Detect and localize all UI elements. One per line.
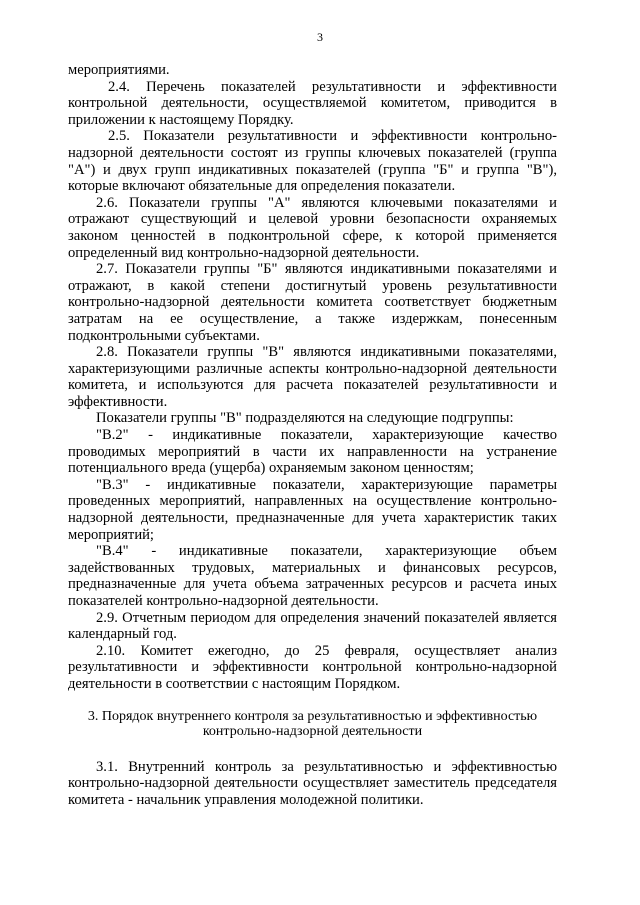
section-3-heading xyxy=(68,709,557,739)
section-3-heading-line1: 3. Порядок внутреннего контроля за результативностью и эффективностью xyxy=(87,708,538,724)
document-body xyxy=(68,62,557,808)
paragraph-2-5: 2.5. Показатели результативности и эффективности контрольно-надзорной деятельности состоят из группы ключевых показателей (группа "А") и двух групп индикативных показателей (группа "Б" и группа "В"), которые включают обязательные для определения показатели. xyxy=(68,128,557,195)
paragraph-2-8: 2.8. Показатели группы "В" являются индикативными показателями, характеризующими различные аспекты контрольно-надзорной деятельности комитета, и используются для расчета показателей результативности и эффективности. xyxy=(68,344,557,410)
paragraph-subgroup-v3: "В.3" - индикативные показатели, характеризующие параметры проведенных мероприятий, направленных на осуществление контрольно-надзорной деятельности, предназначенные для учета характеристик таких мероприятий; xyxy=(68,476,557,543)
paragraph-subgroup-v2: "В.2" - индикативные показатели, характеризующие качество проводимых мероприятий в части их направленности на устранение потенциального вреда (ущерба) охраняемым законом ценностям; xyxy=(68,427,557,477)
paragraph-2-10: 2.10. Комитет ежегодно, до 25 февраля, осуществляет анализ результативности и эффективности контрольной контрольно-надзорной деятельности в соответствии с настоящим Порядком. xyxy=(68,642,557,692)
spacer xyxy=(68,693,557,709)
paragraph-2-7: 2.7. Показатели группы "Б" являются индикативными показателями и отражают, в какой степени достигнутый уровень результативности контрольно-надзорной деятельности комитета соответствует бюджетным затратам на ее осуществление, а также издержкам, понесенным подконтрольными субъектами. xyxy=(68,261,557,344)
paragraph-2-9: 2.9. Отчетным периодом для определения значений показателей является календарный год. xyxy=(68,609,557,643)
paragraph-3-1: 3.1. Внутренний контроль за результативностью и эффективностью контрольно-надзорной деятельности осуществляет заместитель председателя комитета - начальник управления молодежной политики. xyxy=(68,758,557,808)
paragraph-2-6: 2.6. Показатели группы "А" являются ключевыми показателями и отражают существующий и целевой уровни безопасности охраняемых законом ценностей в подконтрольной сфере, к которой применяется определенный вид контрольно-надзорной деятельности. xyxy=(68,194,557,261)
section-3-heading-line2: контрольно-надзорной деятельности xyxy=(202,723,423,739)
paragraph-subgroup-v4: "В.4" - индикативные показатели, характеризующие объем задействованных трудовых, материальных и финансовых ресурсов, предназначенные для учета объема затраченных ресурсов и расчета иных показателей контрольно-надзорной деятельности. xyxy=(68,543,557,609)
paragraph-2-4: 2.4. Перечень показателей результативности и эффективности контрольной деятельности, осуществляемой комитетом, приводится в приложении к настоящему Порядку. xyxy=(68,78,557,128)
spacer xyxy=(68,739,557,759)
page-number: 3 xyxy=(317,30,323,44)
paragraph-continuation: мероприятиями. xyxy=(68,62,170,78)
paragraph-subgroups-intro: Показатели группы "В" подразделяются на следующие подгруппы: xyxy=(96,410,514,427)
